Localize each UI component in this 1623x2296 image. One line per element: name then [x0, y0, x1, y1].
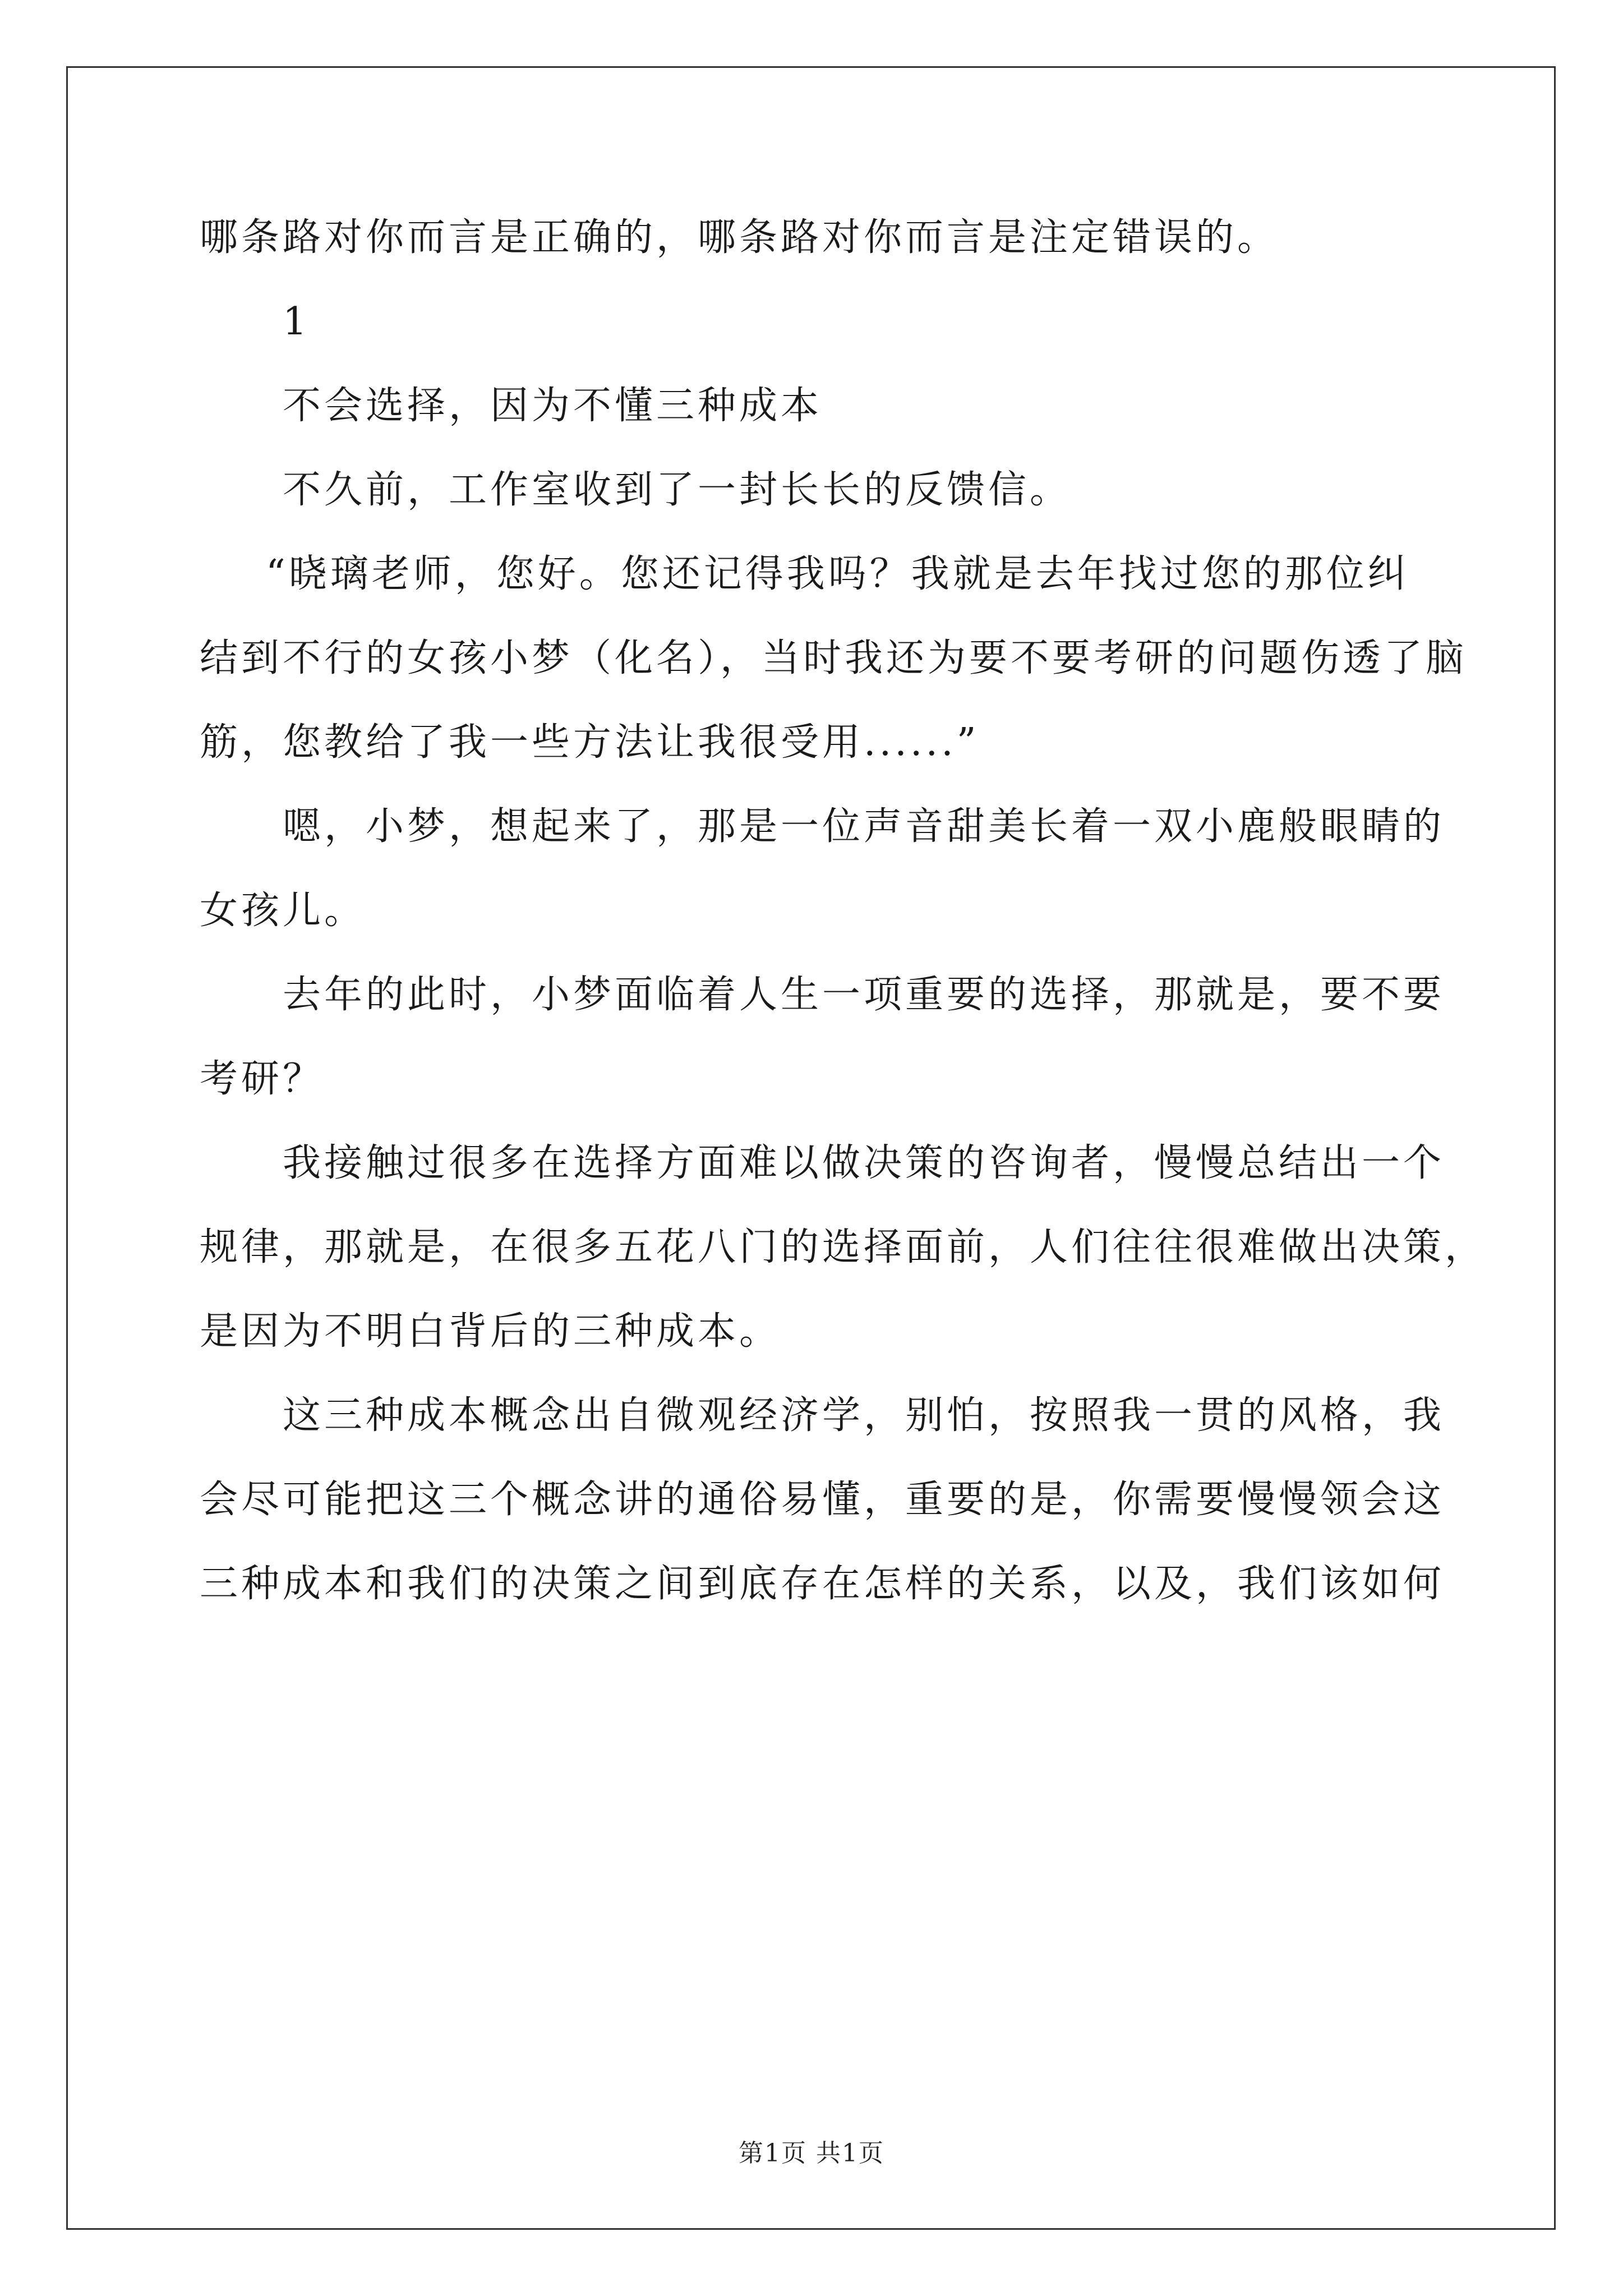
quote-line: 结到不行的女孩小梦（化名），当时我还为要不要考研的问题伤透了脑 — [200, 636, 1468, 680]
quote-line: “晓璃老师，您好。您还记得我吗？我就是去年找过您的那位纠 — [266, 552, 1409, 596]
text-line: 我接触过很多在选择方面难以做决策的咨询者，慢慢总结出一个 — [283, 1141, 1445, 1185]
page-footer: 第1页 共1页 — [739, 2139, 884, 2168]
section-heading: 不会选择，因为不懂三种成本 — [283, 384, 823, 428]
text-line: 规律，那就是，在很多五花八门的选择面前，人们往往很难做出决策， — [200, 1225, 1487, 1269]
text-line: 嗯，小梦，想起来了，那是一位声音甜美长着一双小鹿般眼睛的 — [283, 804, 1445, 849]
text-line: 不久前，工作室收到了一封长长的反馈信。 — [283, 468, 1072, 512]
text-line: 会尽可能把这三个概念讲的通俗易懂，重要的是，你需要慢慢领会这 — [200, 1478, 1445, 1522]
text-line: 这三种成本概念出自微观经济学，别怕，按照我一贯的风格，我 — [283, 1393, 1445, 1438]
text-line: 去年的此时，小梦面临着人生一项重要的选择，那就是，要不要 — [283, 973, 1445, 1017]
text-line: 考研？ — [200, 1057, 325, 1101]
text-line: 女孩儿。 — [200, 889, 366, 933]
quote-line: 筋，您教给了我一些方法让我很受用......” — [200, 720, 980, 765]
text-line: 哪条路对你而言是正确的，哪条路对你而言是注定错误的。 — [200, 215, 1279, 260]
text-line: 是因为不明白背后的三种成本。 — [200, 1309, 781, 1354]
section-number: 1 — [283, 300, 311, 344]
text-line: 三种成本和我们的决策之间到底存在怎样的关系，以及，我们该如何 — [200, 1562, 1445, 1606]
